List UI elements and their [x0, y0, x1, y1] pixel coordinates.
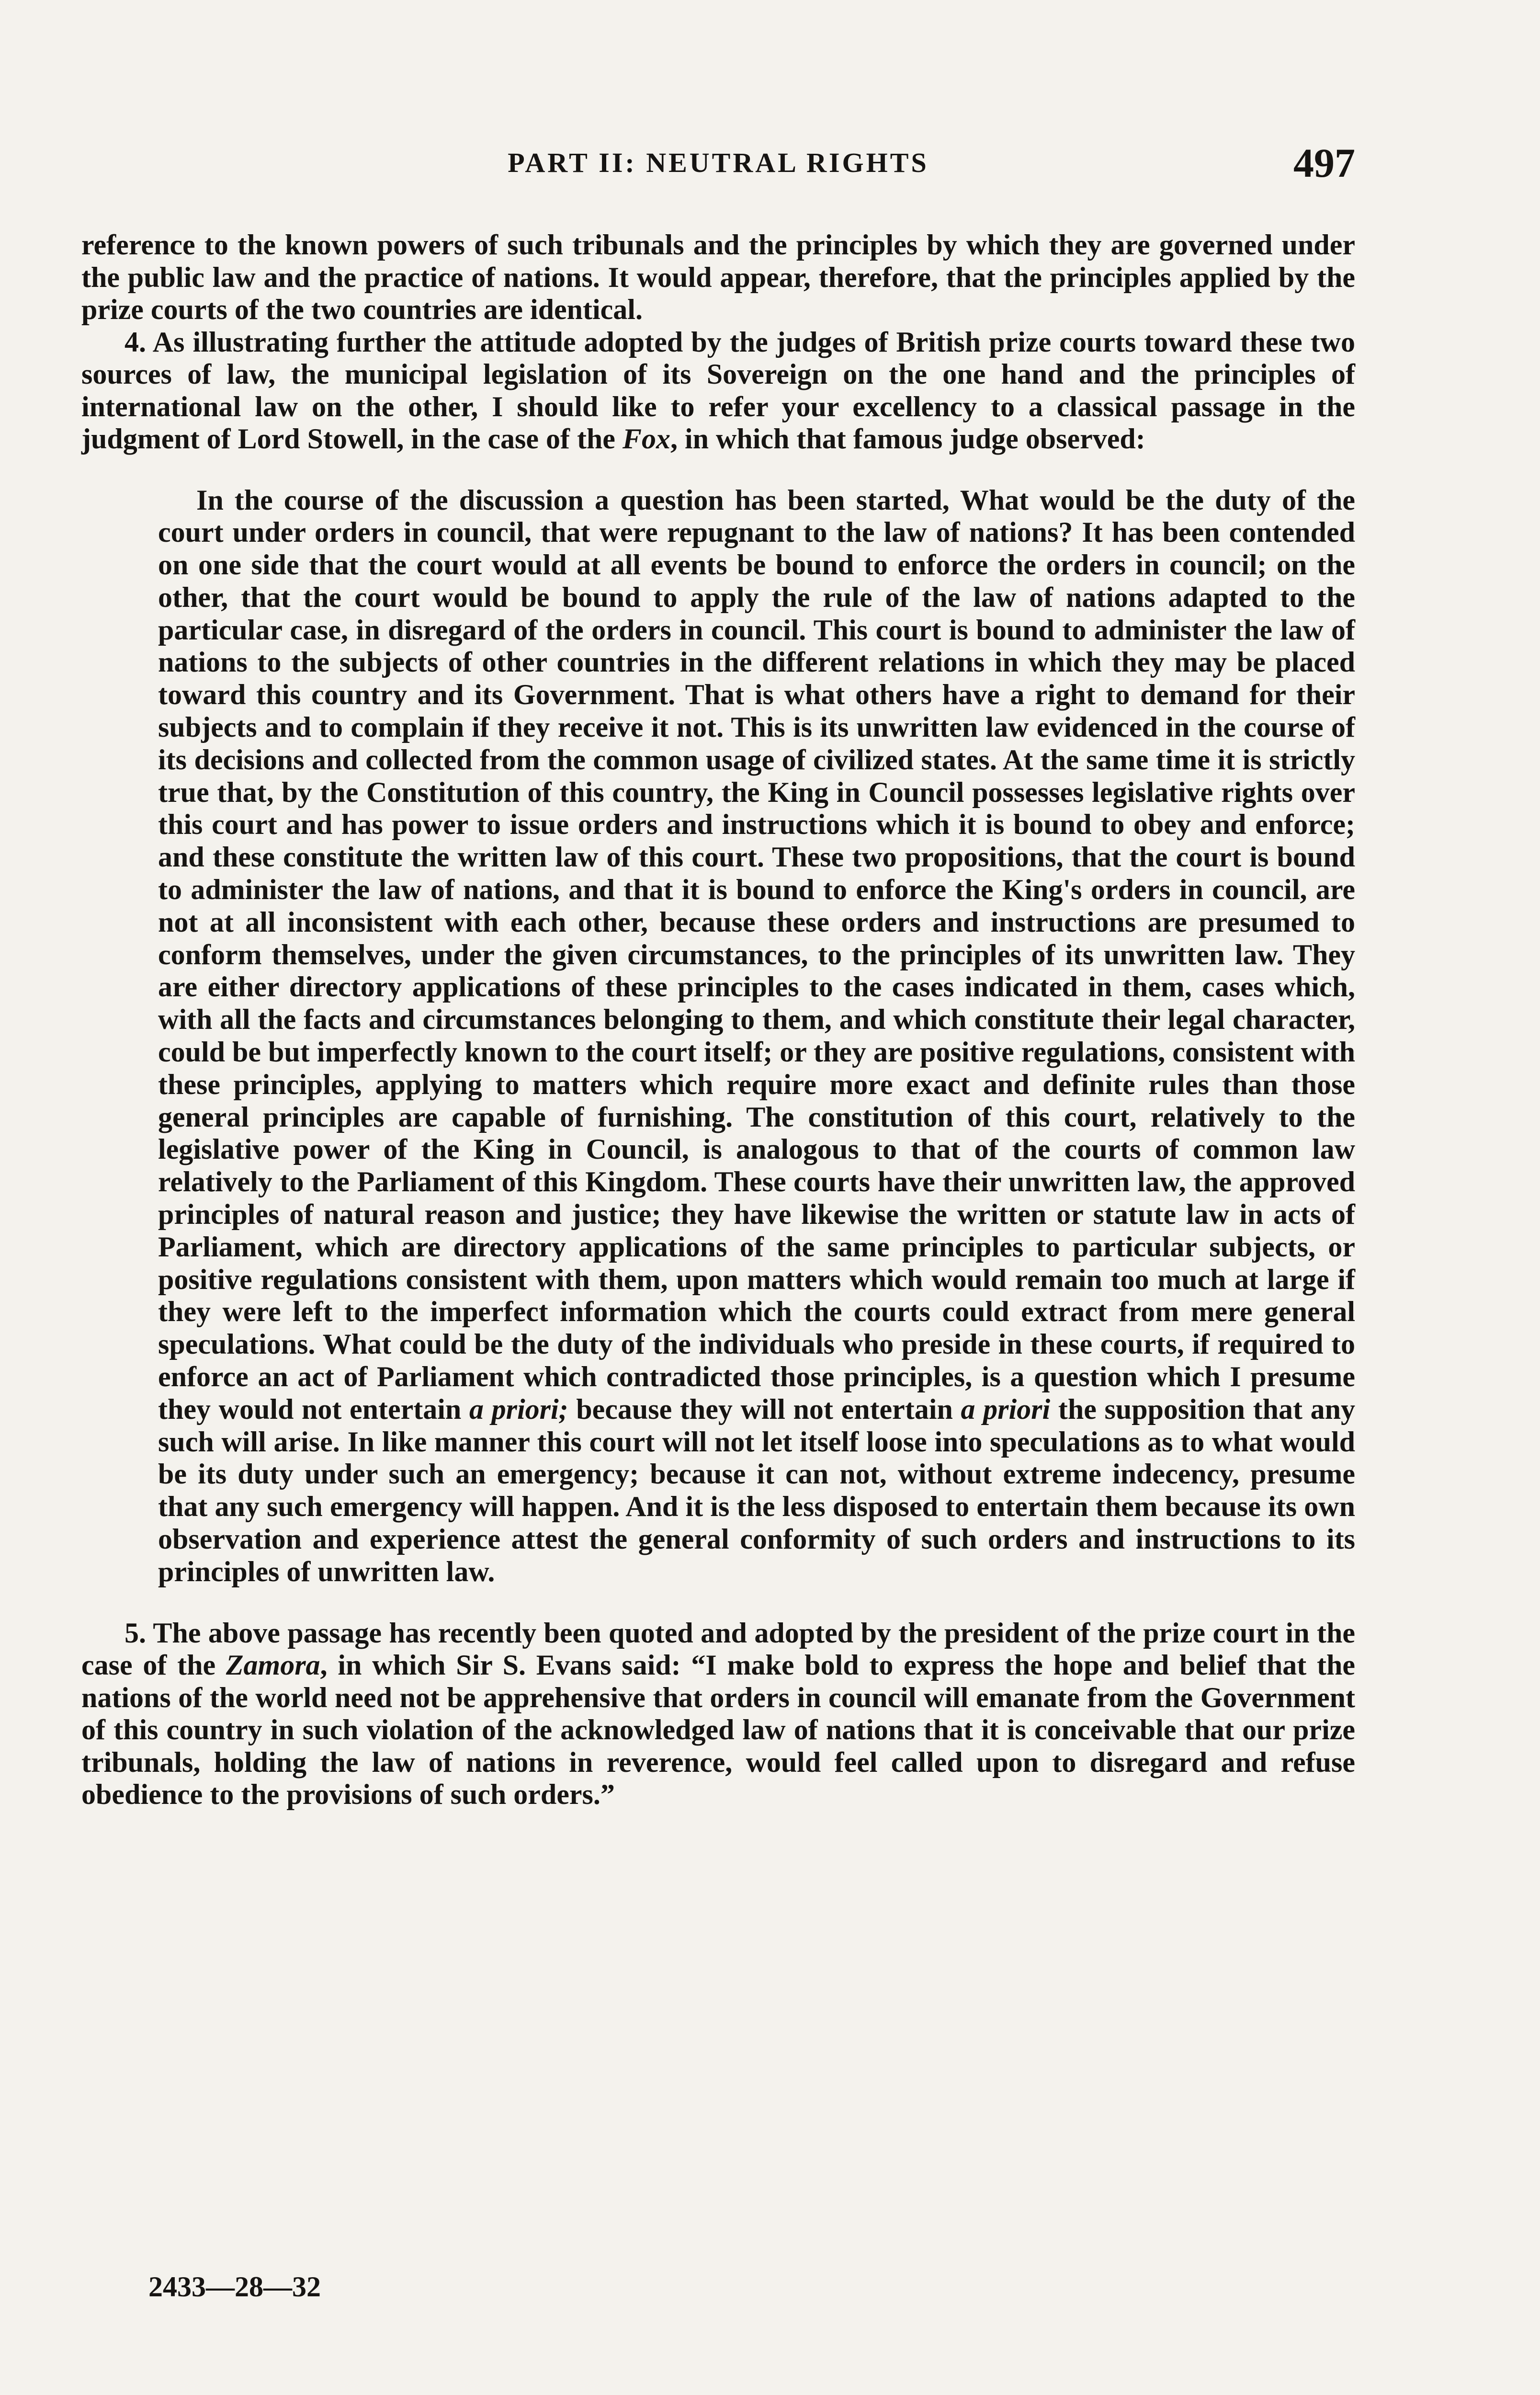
quote-text-part-1: In the course of the discussion a question has been started, What would be the duty of the court under orders in council, that were repugnant to the law of nations? It has been contended on one side that the court would at all events be bound to enforce the orders in council; on the other, that the court would be bound to apply the rule of the law of nations adapted to the particular case, in disregard of the orders in council. This court is bound to administer the law of nations to the subjects of other countries in the different relations in which they may be placed toward this country and its Government. That is what others have a right to demand for their subjects and to complain if they receive it not. This is its unwritten law evidenced in the course of its decisions and collected from the common usage of civilized states. At the same time it is strictly true that, by the Constitution of this country, the King in Council possesses legislative rights over this court and has power to issue orders and instructions which it is bound to obey and enforce; and these constitute the written law of this court. These two propositions, that the court is bound to administer the law of nations, and that it is bound to enforce the King's orders in council, are not at all inconsistent with each other, because these orders and instructions are presumed to conform themselves, under the given circumstances, to the principles of its unwritten law. They are either directory applications of these principles to the cases indicated in them, cases which, with all the facts and circumstances belonging to them, and which constitute their legal character, could be but imperfectly known to the court itself; or they are positive regulations, consistent with these principles, applying to matters which require more exact and definite rules than those general principles are capable of furnishing. The constitution of this court, relatively to the legislative power of the King in Council, is analogous to that of the courts of common law relatively to the Parliament of this Kingdom. These courts have their unwritten law, the approved principles of natural reason and justice; they have likewise the written or statute law in acts of Parliament, which are directory applications of the same principles to particular subjects, or positive regulations consistent with them, upon matters which would remain too much at large if they were left to the imperfect information which the courts could extract from mere general speculations. What could be the duty of the individuals who preside in these courts, if required to enforce an act of Parliament which contradicted those principles, is a question which I presume they would not entertain	[158, 484, 1355, 1425]
case-name-zamora: Zamora	[226, 1649, 320, 1681]
block-quote-lord-stowell	[158, 484, 1355, 1588]
page-number: 497	[1293, 140, 1355, 186]
paragraph-4	[81, 326, 1355, 456]
printer-signature: 2433—28—32	[148, 2271, 321, 2303]
paragraph-5-text-after: , in which Sir S. Evans said: “I make bold to express the hope and belief that the nations of the world need not be apprehensive that orders in council will emanate from the Government of this country in such violation of the acknowledged law of nations that it is conceivable that our prize tribunals, holding the law of nations in reverence, would feel called upon to disregard and refuse obedience to the provisions of such orders.”	[81, 1649, 1355, 1811]
quote-italic-a-priori-2: a priori	[961, 1393, 1051, 1425]
page-header	[81, 139, 1355, 196]
paragraph-4-text-after: , in which that famous judge observed:	[670, 423, 1145, 455]
paragraph-5	[81, 1617, 1355, 1811]
quote-text-part-3: the supposition that any such will arise. In like manner this court will not let itself loose into speculations as to what would be its duty under such an emergency; because it can not, without extreme indecency, presume that any such emergency will happen. And it is the less disposed to entertain them because its own observation and experience attest the general conformity of such orders and instructions to its principles of unwritten law.	[158, 1393, 1355, 1587]
paragraph-5-text-before: 5. The above passage has recently been quoted and adopted by the president of the prize court in the case of the	[81, 1617, 1355, 1681]
running-head: PART II: NEUTRAL RIGHTS	[508, 147, 929, 178]
case-name-fox: Fox	[622, 423, 670, 455]
page-body	[81, 229, 1355, 1811]
quote-text-part-2: because they will not entertain	[568, 1393, 961, 1425]
quote-italic-a-priori-1: a priori;	[469, 1393, 568, 1425]
paragraph-continuation: reference to the known powers of such tribunals and the principles by which they are governed under the public law and the practice of nations. It would appear, therefore, that the principles applied by the prize courts of the two countries are identical.	[81, 229, 1355, 325]
paragraph-4-text-before: 4. As illustrating further the attitude adopted by the judges of British prize courts toward these two sources of law, the municipal legislation of its Sovereign on the one hand and the principles of international law on the other, I should like to refer your excellency to a classical passage in the judgment of Lord Stowell, in the case of the	[81, 326, 1355, 455]
